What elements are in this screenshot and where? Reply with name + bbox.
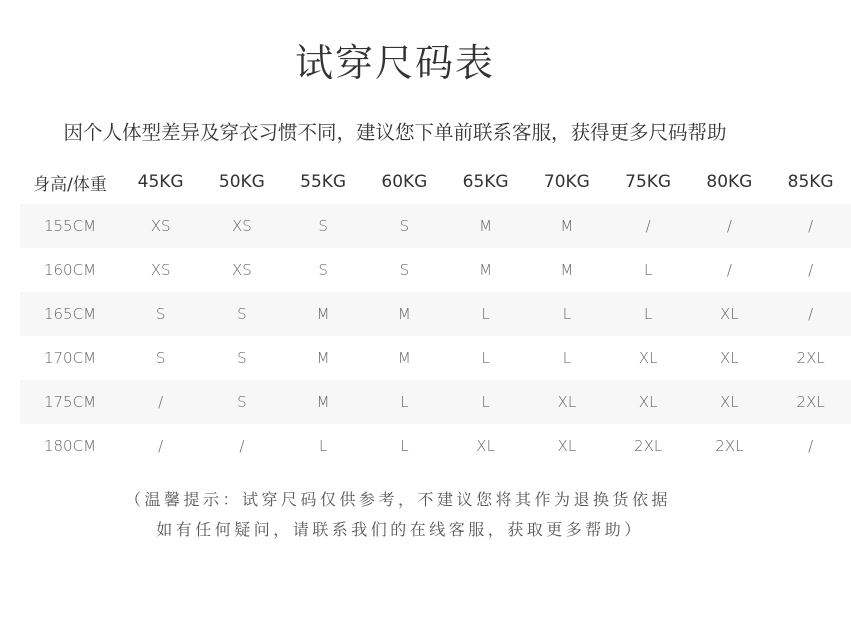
size-cell: L	[364, 380, 445, 424]
size-cell: L	[562, 349, 572, 367]
size-cell: 2XL	[770, 380, 851, 424]
tip-note-line-1: （温馨提示：试穿尺码仅供参考，不建议您将其作为退换货依据	[124, 490, 671, 509]
size-cell: L	[318, 437, 328, 455]
size-cell: M	[283, 380, 364, 424]
size-cell: M	[445, 204, 526, 248]
size-cell: /	[239, 437, 245, 455]
size-chart-table	[20, 160, 851, 468]
table-row	[20, 204, 851, 248]
size-cell: M	[560, 261, 574, 279]
size-cell: XL	[526, 380, 607, 424]
size-cell: XL	[638, 349, 658, 367]
size-cell: L	[608, 292, 689, 336]
size-cell: XS	[231, 261, 252, 279]
size-cell: XL	[476, 437, 495, 455]
row-height-cell: 155CM	[20, 204, 120, 248]
table-row	[20, 336, 851, 380]
header-weight: 80KG	[706, 172, 753, 192]
size-cell: XL	[557, 437, 577, 455]
size-cell: /	[120, 380, 201, 424]
page-title: 试穿尺码表	[294, 41, 495, 85]
size-cell: /	[808, 261, 814, 279]
size-cell: S	[120, 292, 201, 336]
size-cell: L	[445, 292, 526, 336]
page-subtitle: 因个人体型差异及穿衣习惯不同，建议您下单前联系客服，获得更多尺码帮助	[63, 121, 727, 144]
header-weight: 50KG	[218, 172, 265, 192]
size-cell: S	[155, 349, 166, 367]
size-cell: XL	[689, 380, 770, 424]
size-cell: XS	[120, 204, 201, 248]
header-weight: 85KG	[787, 172, 834, 192]
table-row	[20, 424, 851, 468]
header-weight: 75KG	[625, 172, 672, 192]
size-cell: XS	[201, 204, 282, 248]
size-cell: L	[400, 437, 409, 455]
size-cell: /	[608, 204, 689, 248]
size-cell: L	[445, 380, 526, 424]
size-cell: /	[158, 437, 164, 455]
size-cell: M	[479, 261, 493, 279]
size-cell: 2XL	[715, 437, 744, 455]
size-cell: L	[481, 349, 490, 367]
row-height-cell: 175CM	[20, 380, 120, 424]
header-weight: 65KG	[462, 172, 509, 192]
row-height-cell: 160CM	[43, 261, 97, 279]
size-cell: /	[770, 204, 851, 248]
size-cell: /	[689, 204, 770, 248]
table-row	[20, 292, 851, 336]
row-height-cell: 180CM	[43, 437, 97, 455]
size-cell: /	[770, 292, 851, 336]
header-weight: 55KG	[300, 172, 347, 192]
size-cell: M	[364, 292, 445, 336]
size-cell: L	[643, 261, 653, 279]
header-weight: 45KG	[137, 172, 184, 192]
size-cell: M	[526, 204, 607, 248]
size-cell: S	[237, 349, 247, 367]
row-height-cell: 170CM	[43, 349, 97, 367]
table-header-row	[20, 160, 851, 204]
size-cell: XL	[720, 349, 739, 367]
size-cell: S	[201, 292, 282, 336]
tip-note-line-2: 如有任何疑问，请联系我们的在线客服，获取更多帮助）	[156, 520, 644, 539]
size-cell: 2XL	[796, 349, 825, 367]
size-cell: M	[283, 292, 364, 336]
size-cell: S	[283, 204, 364, 248]
row-height-cell: 165CM	[20, 292, 120, 336]
size-cell: /	[808, 437, 814, 455]
size-cell: S	[318, 261, 328, 279]
table-row	[20, 248, 851, 292]
size-cell: XL	[689, 292, 770, 336]
size-cell: /	[726, 261, 732, 279]
size-cell: M	[316, 349, 330, 367]
size-cell: S	[364, 204, 445, 248]
table-row	[20, 380, 851, 424]
size-cell: M	[397, 349, 411, 367]
size-cell: XS	[150, 261, 171, 279]
size-cell: 2XL	[634, 437, 663, 455]
header-weight: 60KG	[381, 172, 428, 192]
size-cell: S	[201, 380, 282, 424]
header-weight: 70KG	[543, 172, 590, 192]
size-cell: L	[526, 292, 607, 336]
header-height-weight: 身高/体重	[33, 174, 107, 195]
size-cell: XL	[608, 380, 689, 424]
size-cell: S	[399, 261, 410, 279]
